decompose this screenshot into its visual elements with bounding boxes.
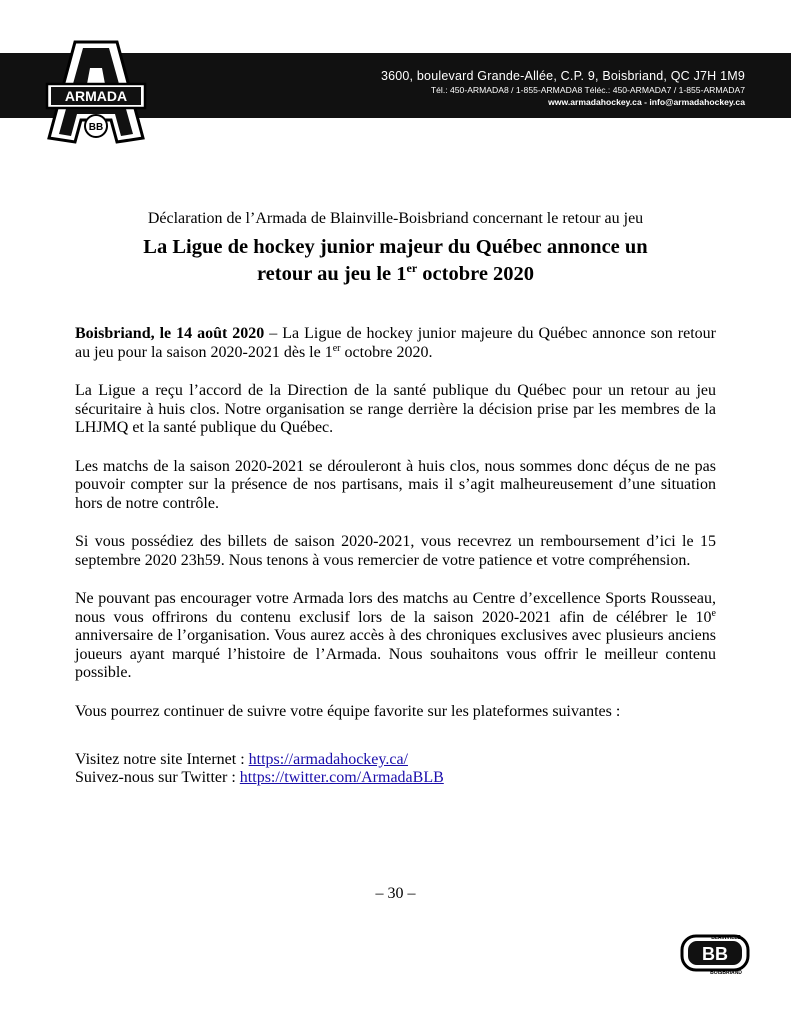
website-link[interactable]: https://armadahockey.ca/ xyxy=(248,751,408,768)
website-line xyxy=(75,751,716,769)
twitter-line xyxy=(75,769,716,787)
paragraph-5-end: anniversaire de l’organisation. Vous aurez accès à des chroniques exclusives avec plusieurs anciens joueurs ayant marqué l’histoire de l’Armada. Nous souhaitons vous offrir le meilleur contenu possible. xyxy=(75,627,716,681)
blainville-boisbriand-logo xyxy=(680,930,750,976)
footer-logo-monogram: BB xyxy=(702,944,728,964)
footer-logo-bottom-text: BOISBRIAND xyxy=(710,970,742,976)
paragraph-3: Les matchs de la saison 2020-2021 se dérouleront à huis clos, nous sommes donc déçus de ne pas pouvoir compter sur la présence de nos partisans, mais il s’agit malheureusement d’une situation hors de notre contrôle. xyxy=(75,457,716,512)
twitter-link[interactable]: https://twitter.com/ArmadaBLB xyxy=(239,769,444,786)
website-label: Visitez notre site Internet : xyxy=(75,751,249,768)
title-line-2 xyxy=(0,261,791,288)
paragraph-1-text: – La Ligue de hockey junior majeure du Québec annonce son retour au jeu pour la saison 2020-2021 dès le 1 xyxy=(75,325,716,361)
dateline: Boisbriand, le 14 août 2020 xyxy=(75,325,265,342)
statement-heading: Déclaration de l’Armada de Blainville-Boisbriand concernant le retour au jeu xyxy=(147,210,644,227)
press-release-title xyxy=(0,234,791,288)
paragraph-6: Vous pourrez continuer de suivre votre équipe favorite sur les plateformes suivantes : xyxy=(75,702,621,720)
title-line-2-end: octobre 2020 xyxy=(417,263,535,285)
end-marker: – 30 – xyxy=(375,885,416,902)
logo-wordmark: ARMADA xyxy=(64,88,128,104)
title-line-1: La Ligue de hockey junior majeur du Québec annonce un xyxy=(143,236,648,258)
title-line-2-text: retour au jeu le 1 xyxy=(256,263,407,285)
paragraph-1-end: octobre 2020. xyxy=(340,343,433,361)
title-superscript: er xyxy=(406,261,418,275)
paragraph-1-superscript: er xyxy=(332,342,341,354)
social-links xyxy=(75,751,716,787)
phone-line: Tél.: 450-ARMADA8 / 1-855-ARMADA8 Téléc.: 450-ARMADA7 / 1-855-ARMADA7 xyxy=(430,85,745,95)
address-line: 3600, boulevard Grande-Allée, C.P. 9, Boisbriand, QC J7H 1M9 xyxy=(380,69,745,83)
paragraph-5-text: Ne pouvant pas encourager votre Armada lors des matchs au Centre d’excellence Sports Rousseau, nous vous offrirons du contenu exclusif lors de la saison 2020-2021 afin de célébrer le 10 xyxy=(75,590,716,626)
paragraph-5 xyxy=(75,590,716,683)
logo-monogram: BB xyxy=(88,122,104,133)
twitter-label: Suivez-nous sur Twitter : xyxy=(75,769,240,786)
armada-logo xyxy=(45,38,147,146)
web-email-line: www.armadahockey.ca - info@armadahockey.ca xyxy=(548,97,745,107)
press-release-body xyxy=(75,325,716,787)
paragraph-4: Si vous possédiez des billets de saison 2020-2021, vous recevrez un remboursement d’ici le 15 septembre 2020 23h59. Nous tenons à vous remercier de votre patience et votre compréhension. xyxy=(75,533,716,569)
paragraph-1 xyxy=(75,325,716,362)
paragraph-2: La Ligue a reçu l’accord de la Direction de la santé publique du Québec pour un retour au jeu sécuritaire à huis clos. Notre organisation se range derrière la décision prise par les membres de la LHJMQ et la santé publique du Québec. xyxy=(75,382,716,436)
letterhead-address xyxy=(381,68,745,108)
footer-logo-top-text: BLAINVILLE xyxy=(711,935,741,941)
paragraph-5-superscript: e xyxy=(711,607,716,619)
